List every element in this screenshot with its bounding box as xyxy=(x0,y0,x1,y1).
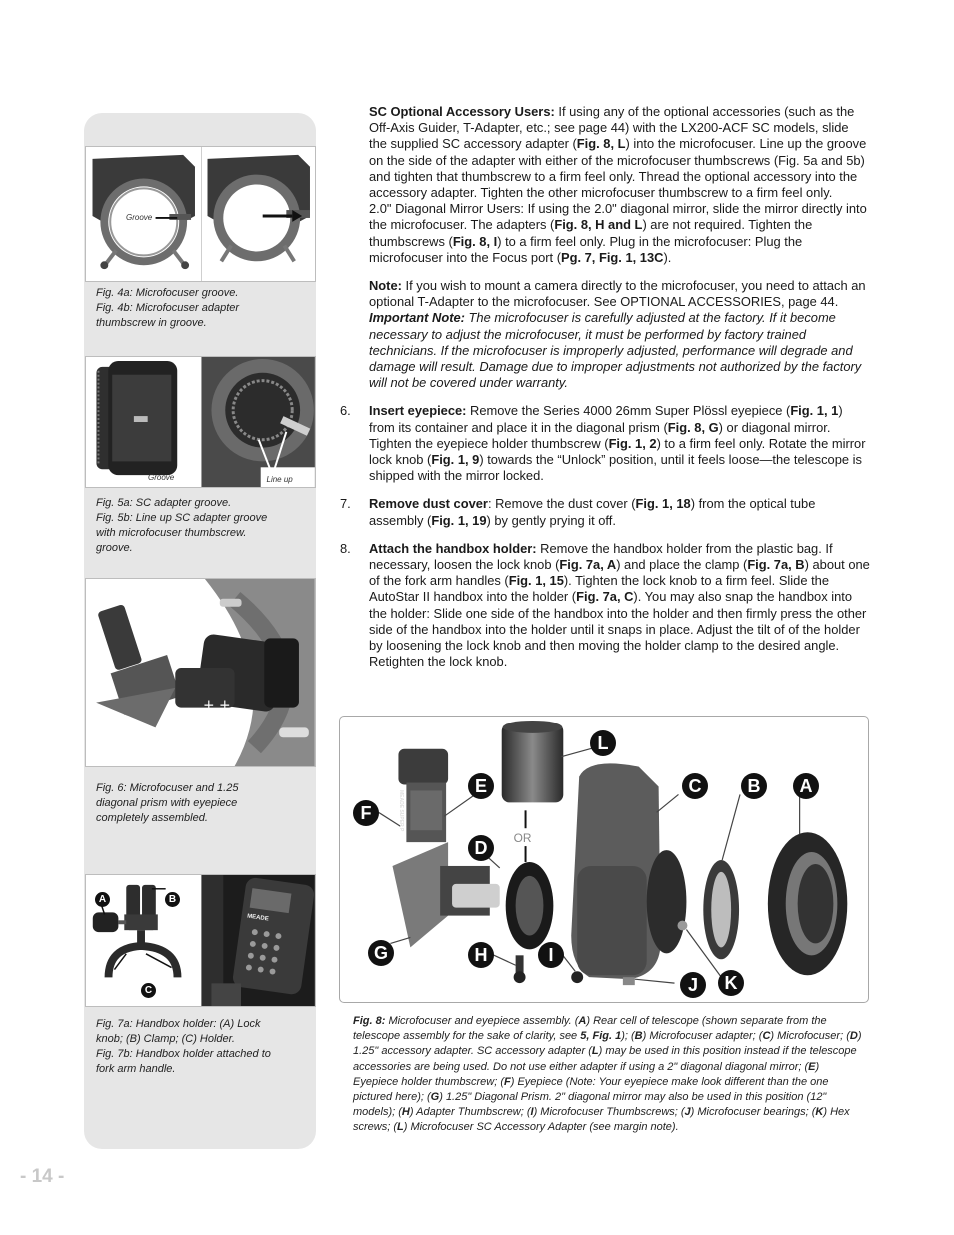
step-lead: Remove dust cover xyxy=(369,496,488,512)
step-6 xyxy=(340,403,870,484)
fig8-label-i: I xyxy=(538,942,564,968)
fig5-caption xyxy=(96,496,306,556)
step-lead: Attach the handbox holder: xyxy=(369,540,537,556)
caption-key: L xyxy=(397,1121,404,1134)
caption-text: Microfocuser and eyepiece assembly. ( xyxy=(385,1015,579,1027)
note-text: If you wish to mount a camera directly to the microfocuser, you need to attach an optional T-Adapter to the microfocuser. See OPTIONAL ACCESSORIES, page 44. xyxy=(369,278,866,310)
caption-key: B xyxy=(634,1030,643,1043)
fig4-caption xyxy=(96,286,306,331)
fig-ref: Fig. 1, 1 xyxy=(790,403,839,419)
step-number: 8. xyxy=(340,540,351,556)
caption-key: A xyxy=(578,1015,587,1027)
step-text: ) by gently prying it off. xyxy=(486,512,616,528)
fig8-label-h: H xyxy=(468,942,494,968)
caption-key: H xyxy=(401,1106,410,1119)
fig7-label-b: B xyxy=(165,892,180,907)
important-note-text: The microfocuser is carefully adjusted at the factory. If it become necessary to adjust the microfocuser, it must be performed by factory trained technicians. If the microfocuser is improperly adjusted, performance will degrade and damage will result. Damage due to improper adjustments not authorized by the factory will not be covered under warranty. xyxy=(369,310,862,391)
note-paragraph xyxy=(369,278,870,391)
fig8-caption-lead: Fig. 8: xyxy=(353,1015,386,1027)
fig8-label-k: K xyxy=(718,970,744,996)
fig8-label-g: G xyxy=(368,940,394,966)
fig7-caption-line: Fig. 7b: Handbox holder attached to xyxy=(96,1048,271,1060)
sc-users-text: If using any of the optional accessories (such as the Off-Axis Guider, T-Adapter, etc.; see page 44) with the LX200-ACF SC models, slide the supplied SC accessory adapter ( xyxy=(369,104,855,152)
fig4-caption-line: thumbscrew in groove. xyxy=(96,317,207,329)
diagonal-users-text: ) to a firm feel only. Plug in the microfocuser: Plug the microfocuser into the Focus port ( xyxy=(369,233,803,265)
caption-key: K xyxy=(815,1106,824,1119)
fig8-label-d: D xyxy=(468,835,494,861)
caption-text: ) Adapter Thumbscrew; ( xyxy=(409,1106,531,1119)
fig8-label-j: J xyxy=(680,972,706,998)
caption-key: C xyxy=(762,1030,771,1043)
fig7-label-c: C xyxy=(141,983,156,998)
fig7-caption-line: knob; (B) Clamp; (C) Holder. xyxy=(96,1033,235,1045)
fig-ref: Fig. 1, 18 xyxy=(635,496,691,512)
fig7-caption-line: Fig. 7a: Handbox holder: (A) Lock xyxy=(96,1018,261,1030)
fig7-caption xyxy=(96,1017,306,1077)
fig6-caption-line: diagonal prism with eyepiece xyxy=(96,797,238,809)
fig-ref: Fig. 8, L xyxy=(576,136,626,152)
caption-key: E xyxy=(808,1060,816,1073)
fig5-lineup-label: Line up xyxy=(266,475,293,484)
step-text: ) from the optical tube assembly ( xyxy=(369,496,816,528)
caption-text: ) Microfocuser Thumbscrews; ( xyxy=(533,1106,685,1119)
step-text: ). You may also snap the handbox into the holder: Slide one side of the handbox into the holder and then firmly press the other side of the handbox into the holder until it snaps in place. Adjust the tilt of of the holder by loosening the lock knob and then moving the holder clamp to the desired angle. Retighten the lock knob. xyxy=(369,589,867,670)
caption-text: ) Microfocuser SC Accessory Adapter (see margin note). xyxy=(403,1121,679,1134)
fig5b-image xyxy=(201,357,316,487)
fig5-caption-line: groove. xyxy=(96,542,133,554)
fig-ref: Fig. 8, I xyxy=(452,233,498,249)
caption-text: ) may be used in this position instead if the telescope accessories are being used. Do not use either adapter if using a 2" diagonal diagonal mirror; ( xyxy=(353,1045,857,1073)
step-number: 6. xyxy=(340,403,351,419)
important-note-lead: Important Note: xyxy=(369,310,465,326)
fig8-assembly-illustration xyxy=(339,716,869,1003)
caption-text: ) Eyepiece holder thumbscrew; ( xyxy=(353,1060,820,1088)
fig8-label-a: A xyxy=(793,773,819,799)
step-8 xyxy=(340,540,870,671)
fig5-caption-line: with microfocuser thumbscrew. xyxy=(96,527,247,539)
fig4b-image xyxy=(201,147,316,281)
page-number: - 14 - xyxy=(20,1166,65,1187)
fig6-caption xyxy=(96,781,306,826)
fig6-caption-line: completely assembled. xyxy=(96,812,208,824)
note-lead: Note: xyxy=(369,278,402,294)
fig-ref: Pg. 7, Fig. 1, 13C xyxy=(561,249,664,265)
fig7-handbox-brand: MEADE xyxy=(246,913,269,923)
fig7-caption-line: fork arm handle. xyxy=(96,1063,176,1075)
fig4-caption-line: Fig. 4a: Microfocuser groove. xyxy=(96,287,239,299)
step-text: ) or diagonal mirror. Tighten the eyepiece holder thumbscrew ( xyxy=(369,419,831,451)
fig7-photo xyxy=(85,874,316,1007)
fig8-eyepiece-brand: MEADE SUPER P xyxy=(398,790,404,832)
fig8-caption xyxy=(353,1014,863,1136)
caption-text: ) Microfocuser bearings; ( xyxy=(690,1106,816,1119)
caption-key: G xyxy=(430,1091,440,1104)
caption-key: L xyxy=(591,1045,599,1058)
caption-text: ) 1.25" Diagonal Prism. 2" diagonal mirror may also be used in this position (12" models); ( xyxy=(353,1091,827,1119)
fig5-photo xyxy=(85,356,316,488)
fig8-label-l: L xyxy=(590,730,616,756)
fig5-groove-label: Groove xyxy=(148,473,175,482)
diagonal-users-text: 2.0" Diagonal Mirror Users: If using the 2.0" diagonal mirror, slide the mirror directly into the microfocuser. The adapters ( xyxy=(369,201,867,233)
sc-users-text: ) into the microfocuser. Line up the groove on the side of the adapter with either of the microfocuser thumbscrews (Fig. 5a and 5b) and tighten that thumbscrew to a firm feel only. Thread the optional accessory into the accessory adapter. Tighten the other microfocuser thumbscrew to a firm feel only. xyxy=(369,136,867,201)
caption-key: 5, Fig. 1 xyxy=(580,1030,622,1043)
fig4-photo xyxy=(85,146,316,282)
fig7-label-a: A xyxy=(95,892,110,907)
fig5a-image xyxy=(86,357,202,487)
fig4-groove-label: Groove xyxy=(126,213,153,222)
fig5-caption-line: Fig. 5a: SC adapter groove. xyxy=(96,497,232,509)
svg-text:+ +: + + xyxy=(202,697,231,714)
fig-ref: Fig. 8, H and L xyxy=(554,217,643,233)
fig5-caption-line: Fig. 5b: Line up SC adapter groove xyxy=(96,512,268,524)
fig6-photo xyxy=(85,578,316,767)
step-7 xyxy=(340,496,870,528)
step-text: ) about one of the fork arm handles ( xyxy=(369,557,870,589)
fig4-caption-line: Fig. 4b: Microfocuser adapter xyxy=(96,302,240,314)
caption-text: ) 1.25" accessory adapter. SC accessory adapter ( xyxy=(353,1030,862,1058)
step-text: ) to a firm feel only. Rotate the mirror lock knob ( xyxy=(369,435,866,468)
fig6-caption-line: Fig. 6: Microfocuser and 1.25 xyxy=(96,782,239,794)
step-text: Remove the Series 4000 26mm Super Plössl eyepiece ( xyxy=(466,403,791,419)
step-text: ) and place the clamp ( xyxy=(616,557,748,573)
step-text: ). Tighten the lock knob to a firm feel. Slide the AutoStar II handbox into the holder ( xyxy=(369,573,830,605)
step-text: ) from its container and place it in the diagonal prism ( xyxy=(369,403,843,435)
caption-text: ) Rear cell of telescope (shown separate from the telescope assembly for the sake of clarity, see xyxy=(353,1015,827,1043)
caption-key: D xyxy=(849,1030,858,1043)
sc-accessory-users-paragraph xyxy=(369,104,870,266)
caption-text: ); ( xyxy=(621,1030,635,1043)
diagonal-users-text: ) are not required. Tighten the thumbscrews ( xyxy=(369,217,813,249)
fig-ref: Fig. 7a, C xyxy=(576,589,634,605)
fig8-label-c: C xyxy=(682,773,708,799)
caption-key: J xyxy=(684,1106,691,1119)
step-text: : Remove the dust cover ( xyxy=(487,496,636,512)
step-text: ) towards the “Unlock” position, until it feels loose—the telescope is shipped with the mirror locked. xyxy=(369,452,862,484)
caption-key: I xyxy=(530,1106,534,1119)
sc-users-lead: SC Optional Accessory Users: xyxy=(369,104,555,119)
fig-ref: Fig. 1, 9 xyxy=(431,452,480,468)
step-text: Remove the handbox holder from the plastic bag. If necessary, loosen the lock knob ( xyxy=(369,540,833,573)
fig-ref: Fig. 1, 15 xyxy=(508,573,564,589)
step-number: 7. xyxy=(340,496,351,512)
step-lead: Insert eyepiece: xyxy=(369,403,467,419)
fig4a-image xyxy=(86,147,202,281)
diagonal-users-text: ). xyxy=(663,249,672,265)
fig-ref: Fig. 7a, A xyxy=(559,557,617,573)
caption-text: ) Hex screws; ( xyxy=(353,1106,850,1134)
fig7a-image xyxy=(86,875,202,1006)
fig8-label-f: F xyxy=(353,800,379,826)
caption-text: ) Eyepiece (Note: Your eyepiece make look different than the one pictured here); ( xyxy=(353,1075,829,1104)
fig-ref: Fig. 1, 19 xyxy=(431,512,487,528)
caption-text: ) Microfocuser; ( xyxy=(770,1030,850,1043)
caption-text: ) Microfocuser adapter; ( xyxy=(642,1030,763,1043)
main-text-column xyxy=(340,104,870,683)
fig-ref: Fig. 8, G xyxy=(667,419,719,435)
caption-key: F xyxy=(504,1075,511,1088)
fig-ref: Fig. 7a, B xyxy=(747,557,805,573)
fig-ref: Fig. 1, 2 xyxy=(608,435,657,451)
fig8-label-e: E xyxy=(468,773,494,799)
fig7b-image xyxy=(201,875,316,1006)
fig8-label-b: B xyxy=(741,773,767,799)
fig8-or-label: OR xyxy=(513,831,532,846)
